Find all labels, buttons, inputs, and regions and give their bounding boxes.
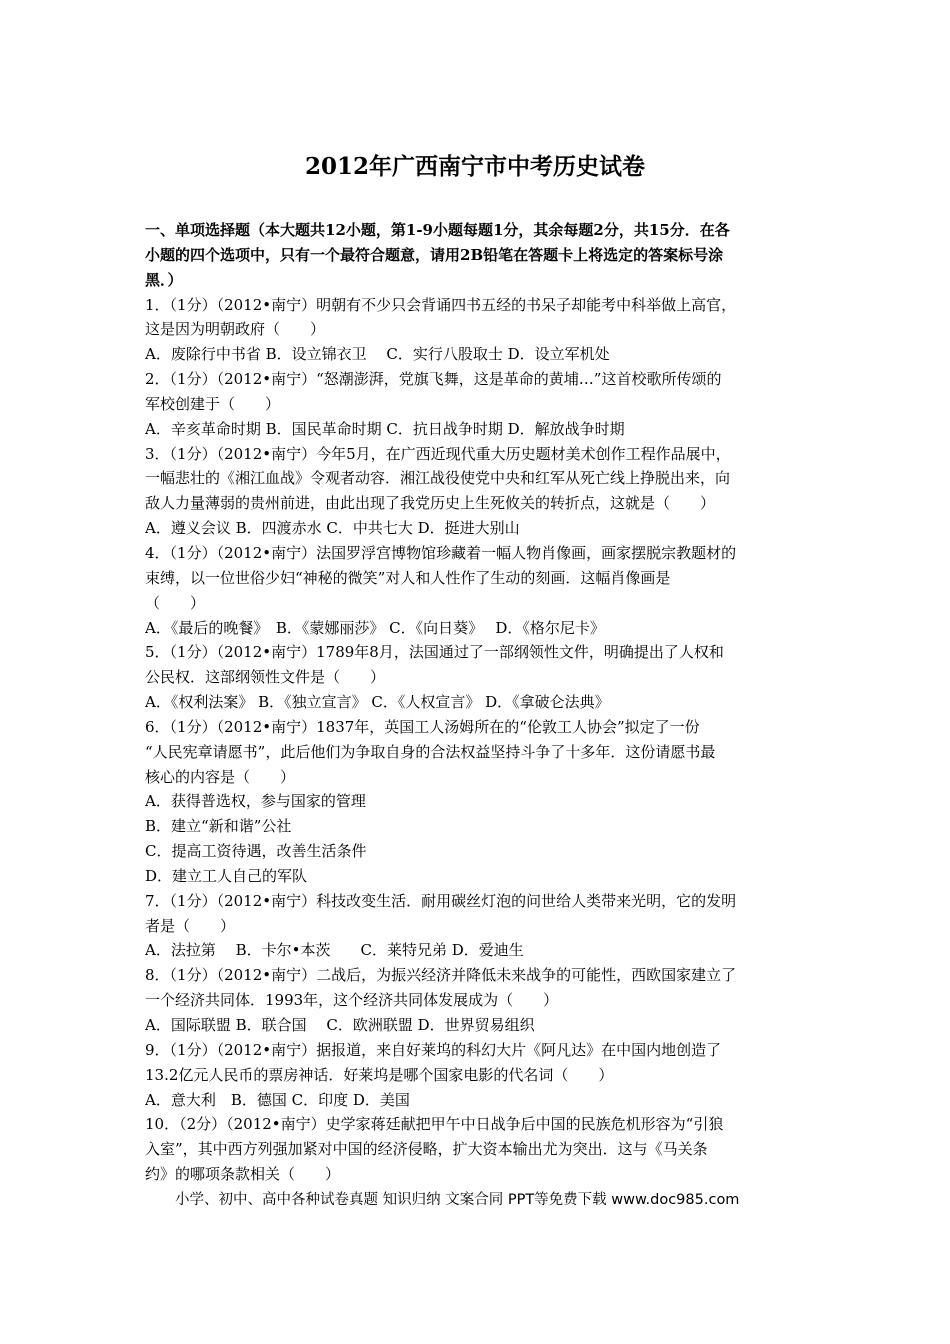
- question-item: [145, 442, 815, 541]
- footer-note: 小学、初中、高中各种试卷真题 知识归纳 文案合同 PPT等免费下载 www.doc985.com: [175, 1192, 740, 1208]
- question-stem-line: 敌人力量薄弱的贵州前进，由此出现了我党历史上生死攸关的转折点，这就是（ ）: [145, 494, 716, 513]
- question-stem-line: “人民宪章请愿书”，此后他们为争取自身的合法权益坚持斗争了十多年．这份请愿书最: [145, 742, 716, 761]
- answer-options-line: A．意大利 B．德国 C．印度 D．美国: [145, 1090, 410, 1109]
- question-item: [145, 293, 815, 368]
- question-stem-line: 约》的哪项条款相关（ ）: [145, 1165, 341, 1184]
- question-stem-line: （ ）: [145, 593, 206, 612]
- question-item: [145, 367, 815, 442]
- answer-options-line: A．《最后的晚餐》 B．《蒙娜丽莎》 C．《向日葵》 D．《格尔尼卡》: [145, 618, 605, 637]
- answer-options-line: A．国际联盟 B．联合国 C．欧洲联盟 D．世界贸易组织: [145, 1016, 535, 1034]
- question-stem-line: 7．（1分）（2012•南宁）科技改变生活．耐用碳丝灯泡的问世给人类带来光明，它的发明: [145, 891, 737, 910]
- answer-options-line: A．辛亥革命时期 B．国民革命时期 C．抗日战争时期 D．解放战争时期: [145, 419, 625, 438]
- question-stem-line: 5．（1分）（2012•南宁）1789年8月，法国通过了一部纲领性文件，明确提出了人权和: [145, 643, 724, 662]
- question-stem-line: 者是（ ）: [145, 916, 236, 935]
- question-stem-line: 核心的内容是（ ）: [145, 767, 296, 786]
- answer-options-line: A．废除行中书省 B．设立锦衣卫 C．实行八股取士 D．设立军机处: [145, 345, 610, 364]
- question-stem-line: 一个经济共同体．1993年，这个经济共同体发展成为（ ）: [145, 991, 559, 1010]
- question-stem-line: 8．（1分）（2012•南宁）二战后，为振兴经济并降低未来战争的可能性，西欧国家建立了: [145, 966, 737, 985]
- answer-options-line: B．建立“新和谐”公社: [145, 817, 292, 836]
- question-stem-line: 公民权．这部纲领性文件是（ ）: [145, 668, 386, 687]
- answer-options-line: C．提高工资待遇，改善生活条件: [145, 842, 367, 861]
- section-header-line: 一、单项选择题（本大题共12小题，第1-9小题每题1分，其余每题2分，共15分．在各: [145, 221, 730, 239]
- question-item: [145, 715, 815, 889]
- question-stem-line: 9．（1分）（2012•南宁）据报道，来自好莱坞的科幻大片《阿凡达》在中国内地创造了: [145, 1040, 722, 1059]
- exam-content: [145, 218, 815, 1187]
- question-stem-line: 2．（1分）（2012•南宁）“怒潮澎湃，党旗飞舞，这是革命的黄埔…”这首校歌所传颂的: [145, 370, 722, 389]
- question-list: [145, 293, 815, 1187]
- question-stem-line: 一幅悲壮的《湘江血战》令观者动容．湘江战役使党中央和红军从死亡线上挣脱出来，向: [145, 469, 731, 488]
- question-item: [145, 889, 815, 964]
- answer-options-line: D．建立工人自己的军队: [145, 866, 308, 885]
- answer-options-line: A．获得普选权，参与国家的管理: [145, 792, 366, 811]
- answer-options-line: A．遵义会议 B．四渡赤水 C．中共七大 D．挺进大别山: [145, 519, 520, 538]
- section-header-line: 小题的四个选项中，只有一个最符合题意，请用2B铅笔在答题卡上将选定的答案标号涂: [145, 245, 724, 264]
- question-stem-line: 3．（1分）（2012•南宁）今年5月，在广西近现代重大历史题材美术创作工程作品展中，: [145, 444, 731, 463]
- question-stem-line: 4．（1分）（2012•南宁）法国罗浮宫博物馆珍藏着一幅人物肖像画，画家摆脱宗教题材的: [145, 543, 737, 562]
- section-header: [145, 218, 815, 293]
- answer-options-line: A．法拉第 B．卡尔•本茨 C．莱特兄弟 D．爱迪生: [145, 941, 524, 960]
- question-item: [145, 1112, 815, 1187]
- question-item: [145, 1038, 815, 1113]
- question-item: [145, 963, 815, 1038]
- exam-title: 2012年广西南宁市中考历史试卷: [304, 153, 645, 180]
- question-stem-line: 6．（1分）（2012•南宁）1837年，英国工人汤姆所在的“伦敦工人协会”拟定了一份: [145, 717, 700, 736]
- question-stem-line: 入室”，其中西方列强加紧对中国的经济侵略，扩大资本输出尤为突出．这与《马关条: [145, 1140, 708, 1159]
- question-stem-line: 这是因为明朝政府（ ）: [145, 320, 326, 339]
- question-stem-line: 10．（2分）（2012•南宁）史学家蒋廷献把甲午中日战争后中国的民族危机形容为“引狼: [145, 1115, 724, 1134]
- answer-options-line: A．《权利法案》 B．《独立宣言》 C．《人权宣言》 D．《拿破仑法典》: [145, 693, 610, 712]
- question-item: [145, 640, 815, 715]
- question-stem-line: 束缚，以一位世俗少妇“神秘的微笑”对人和人性作了生动的刻画．这幅肖像画是: [145, 568, 671, 587]
- question-stem-line: 13.2亿元人民币的票房神话．好莱坞是哪个国家电影的代名词（ ）: [145, 1065, 614, 1084]
- question-stem-line: 1．（1分）（2012•南宁）明朝有不少只会背诵四书五经的书呆子却能考中科举做上高官，: [145, 295, 737, 314]
- section-header-line: 黑．）: [145, 270, 183, 289]
- question-stem-line: 军校创建于（ ）: [145, 394, 281, 413]
- question-item: [145, 541, 815, 640]
